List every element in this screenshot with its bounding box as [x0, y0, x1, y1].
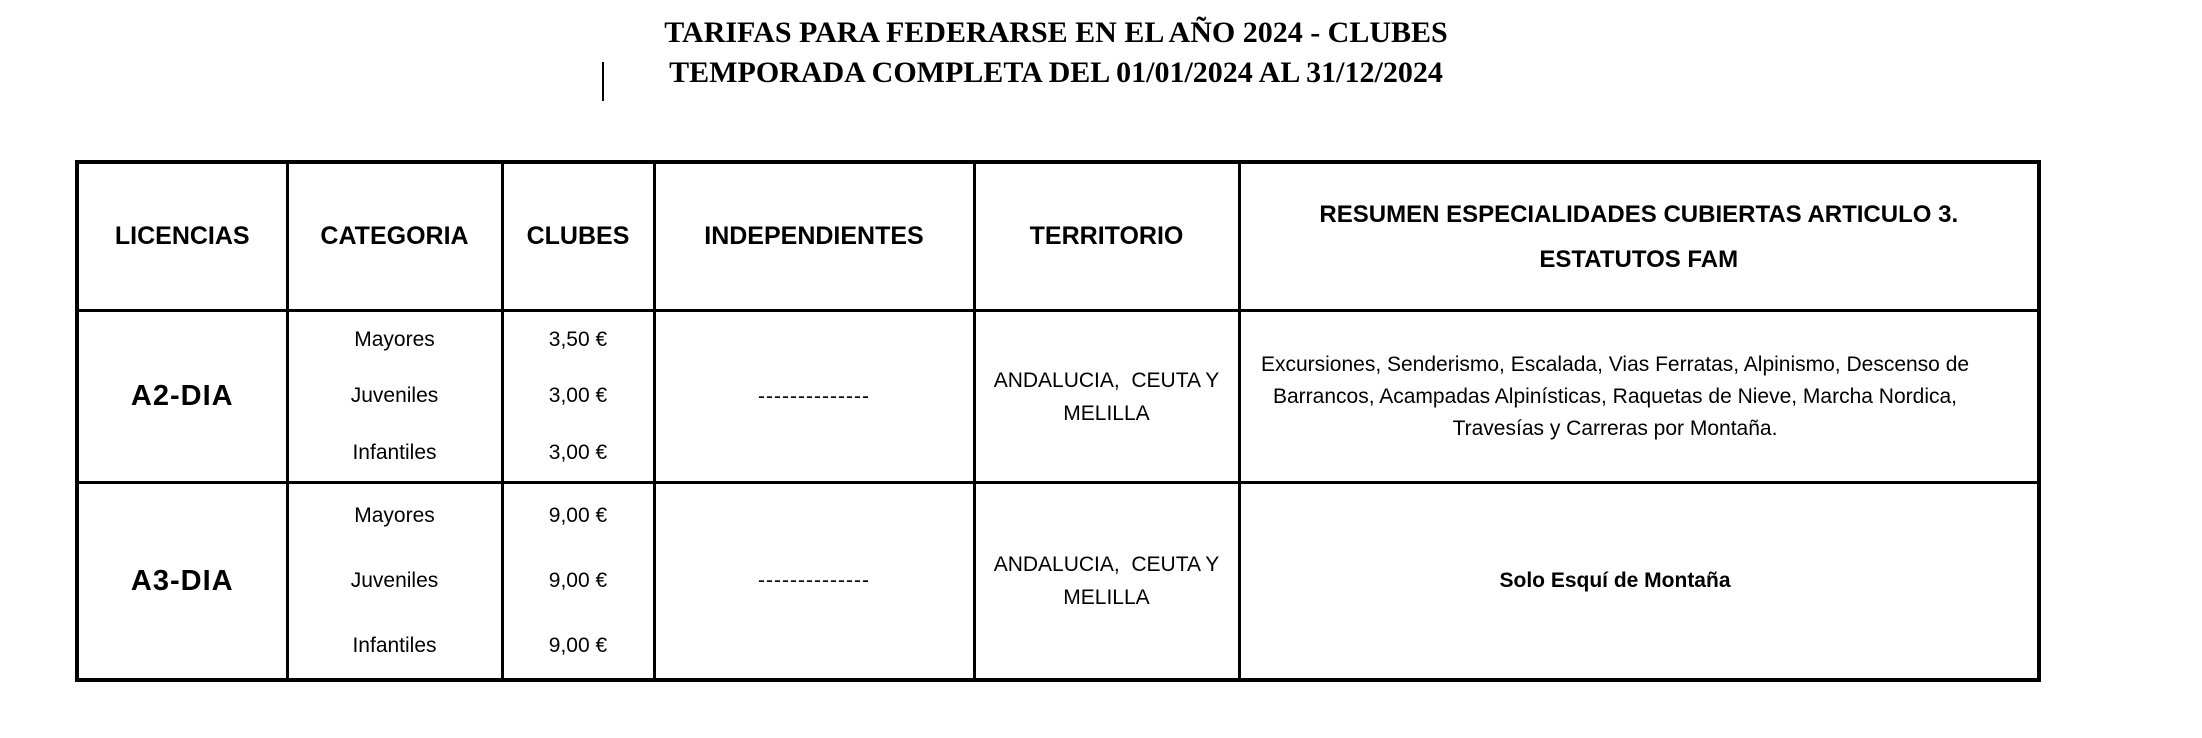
resumen-cell	[1239, 311, 2039, 483]
header-categoria: CATEGORIA	[287, 162, 502, 311]
text-cursor	[602, 62, 604, 101]
table-row	[77, 311, 2039, 483]
categoria-cell	[287, 483, 502, 681]
precio-item: 3,50 €	[548, 328, 608, 352]
precio-item: 9,00 €	[548, 568, 608, 592]
table-header-row	[77, 162, 2039, 311]
categoria-item: Juveniles	[350, 384, 439, 408]
header-clubes: CLUBES	[502, 162, 654, 311]
independientes-dashes: --------------	[758, 569, 870, 592]
categoria-stack	[289, 312, 501, 481]
categoria-item: Mayores	[354, 504, 435, 528]
licencia-label: A3-DIA	[130, 564, 234, 597]
title-line-2: TEMPORADA COMPLETA DEL 01/01/2024 AL 31/12/2024	[669, 56, 1443, 89]
precio-item: 9,00 €	[548, 504, 608, 528]
precio-item: 3,00 €	[548, 384, 608, 408]
categoria-item: Juveniles	[350, 568, 439, 592]
tarifas-table	[75, 160, 2041, 682]
header-licencias: LICENCIAS	[77, 162, 287, 311]
territorio-cell	[974, 483, 1239, 681]
title-line-1: TARIFAS PARA FEDERARSE EN EL AÑO 2024 - CLUBES	[664, 16, 1448, 49]
table-row	[77, 483, 2039, 681]
header-territorio: TERRITORIO	[974, 162, 1239, 311]
categoria-item: Mayores	[354, 328, 435, 352]
resumen-text: Solo Esquí de Montaña	[1499, 569, 1731, 592]
categoria-stack	[289, 484, 501, 678]
territorio-text: ANDALUCIA, CEUTA Y MELILLA	[993, 368, 1226, 425]
resumen-cell	[1239, 483, 2039, 681]
categoria-item: Infantiles	[352, 633, 437, 657]
licencia-cell	[77, 483, 287, 681]
independientes-cell	[654, 483, 974, 681]
territorio-cell	[974, 311, 1239, 483]
clubes-cell	[502, 483, 654, 681]
header-independientes: INDEPENDIENTES	[654, 162, 974, 311]
header-resumen-text: RESUMEN ESPECIALIDADES CUBIERTAS ARTICULO 3. ESTATUTOS FAM	[1319, 200, 1959, 273]
territorio-text: ANDALUCIA, CEUTA Y MELILLA	[993, 553, 1226, 609]
categoria-cell	[287, 311, 502, 483]
licencia-label: A2-DIA	[130, 380, 234, 412]
document-title	[75, 13, 2037, 93]
clubes-cell	[502, 311, 654, 483]
precio-stack	[504, 312, 653, 481]
precio-item: 9,00 €	[548, 633, 608, 657]
categoria-item: Infantiles	[352, 440, 437, 464]
licencia-cell	[77, 311, 287, 483]
header-resumen	[1239, 162, 2039, 311]
precio-item: 3,00 €	[548, 440, 608, 464]
independientes-dashes: --------------	[758, 384, 870, 408]
precio-stack	[504, 484, 653, 678]
resumen-text: Excursiones, Senderismo, Escalada, Vias Ferratas, Alpinismo, Descenso de Barrancos, Acampadas Alpinísticas, Raquetas de Nieve, Marcha Nordica, Travesías y Carreras por Montaña.	[1260, 352, 1970, 440]
independientes-cell	[654, 311, 974, 483]
